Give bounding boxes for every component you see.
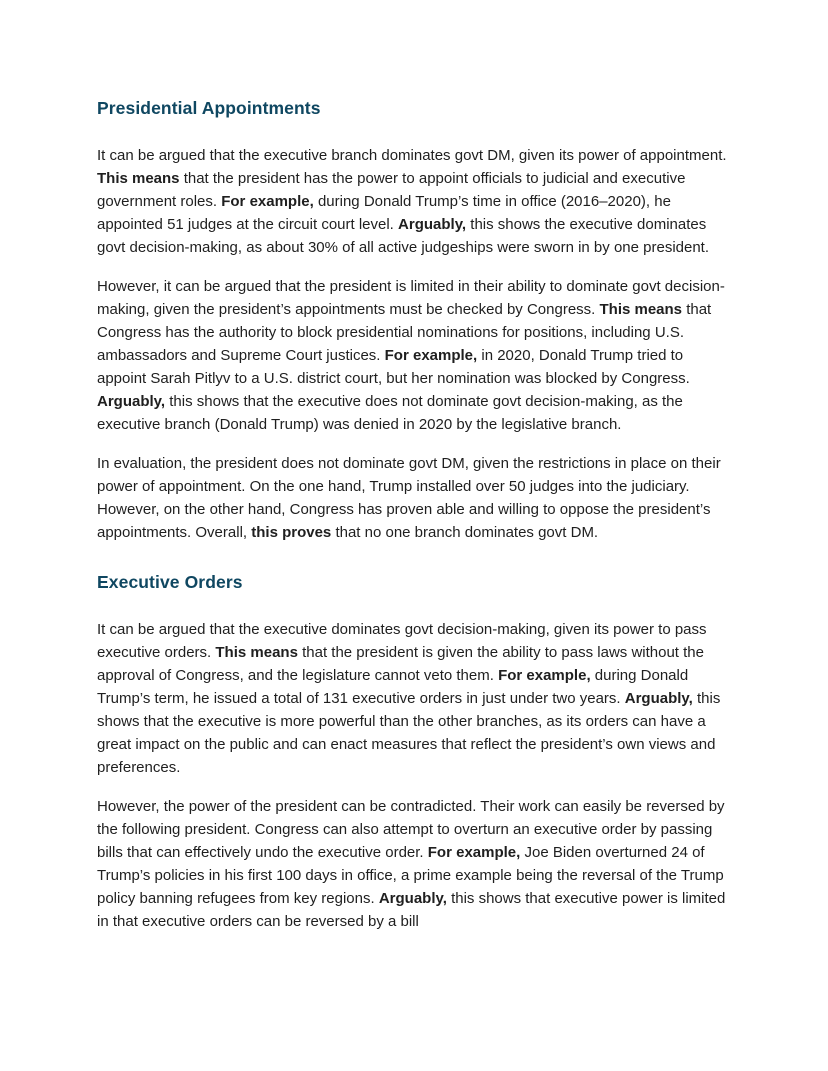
text-run-bold: This means	[215, 644, 298, 661]
text-run: that Congress has the authority to block presidential nominations for positions, including U.S. ambassadors and Supreme Court justices.	[97, 301, 712, 364]
text-run: In evaluation, the president does not dominate govt DM, given the restrictions in place on their power of appointment. On the one hand, Trump installed over 50 judges into the judiciary. However, on the other hand, Congress has proven able and willing to oppose the president’s appointments. Overall,	[97, 455, 721, 541]
text-run: this shows that executive power is limited in that executive orders can be reversed by a bill	[97, 890, 726, 930]
text-run: It can be argued that the executive branch dominates govt DM, given its power of appointment.	[97, 147, 727, 164]
text-run: during Donald Trump’s time in office (2016–2020), he appointed 51 judges at the circuit court level.	[97, 193, 671, 233]
text-run: during Donald Trump’s term, he issued a total of 131 executive orders in just under two years.	[97, 667, 689, 707]
text-run-bold: For example,	[427, 844, 521, 861]
document-body	[97, 97, 733, 949]
text-run: that the president is given the ability to pass laws without the approval of Congress, and the legislature cannot veto them.	[97, 644, 704, 684]
text-run: However, the power of the president can be contradicted. Their work can easily be reversed by the following president. Congress can also attempt to overturn an executive order by passing bills that can effectively undo the executive order.	[97, 798, 725, 861]
paragraph	[97, 144, 733, 259]
text-run: that the president has the power to appoint officials to judicial and executive government roles.	[97, 170, 686, 210]
text-run-bold: This means	[97, 170, 180, 187]
text-run: that no one branch dominates govt DM.	[331, 524, 599, 541]
text-run: this shows the executive dominates govt decision-making, as about 30% of all active judgeships were sworn in by one president.	[97, 216, 710, 256]
text-run-bold: For example,	[221, 193, 314, 210]
text-run-bold: This means	[599, 301, 683, 318]
paragraph	[97, 618, 733, 779]
paragraph	[97, 452, 733, 544]
text-run-bold: Arguably,	[398, 216, 467, 233]
section-heading: Presidential Appointments	[97, 98, 321, 118]
text-run: this shows that the executive does not dominate govt decision-making, as the executive branch (Donald Trump) was denied in 2020 by the legislative branch.	[97, 393, 683, 433]
text-run-bold: Arguably,	[378, 890, 447, 907]
paragraph	[97, 275, 733, 436]
text-run-bold: Arguably,	[97, 393, 166, 410]
section-heading: Executive Orders	[97, 572, 243, 592]
text-run-bold: For example,	[384, 347, 478, 364]
text-run-bold: Arguably,	[624, 690, 693, 707]
text-run: this shows that the executive is more powerful than the other branches, as its orders can have a great impact on the public and can enact measures that reflect the president’s own views and preferences.	[97, 690, 721, 776]
text-run: However, it can be argued that the president is limited in their ability to dominate govt decision-making, given the president’s appointments must be checked by Congress.	[97, 278, 725, 318]
paragraph	[97, 795, 733, 933]
text-run: in 2020, Donald Trump tried to appoint Sarah Pitlyv to a U.S. district court, but her nomination was blocked by Congress.	[97, 347, 690, 387]
text-run-bold: this proves	[251, 524, 332, 541]
text-run-bold: For example,	[498, 667, 591, 684]
text-run: It can be argued that the executive dominates govt decision-making, given its power to pass executive orders.	[97, 621, 707, 661]
text-run: Joe Biden overturned 24 of Trump’s policies in his first 100 days in office, a prime example being the reversal of the Trump policy banning refugees from key regions.	[97, 844, 724, 907]
